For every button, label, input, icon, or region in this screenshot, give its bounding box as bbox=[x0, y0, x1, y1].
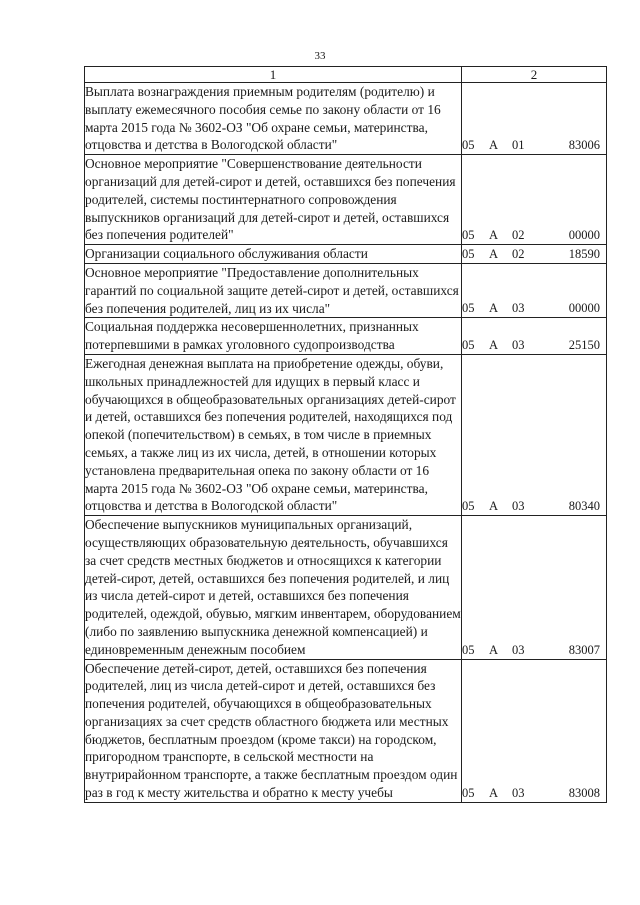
code-subprogram: А bbox=[489, 228, 499, 243]
code-program: 05 bbox=[462, 138, 475, 153]
row-code bbox=[462, 659, 607, 802]
code-subprogram: А bbox=[489, 642, 499, 657]
description-text: Обеспечение выпускников муниципальных организаций, осуществляющих образовательную деятельность, обучавшихся за счет средств местных бюджетов и относящихся к категории детей-сирот, детей, оставшихся без попечения родителей, и лиц из числа детей-сирот и детей, оставшихся без попечения родителей, одеждой, обувью, мягким инвентарем, оборудованием (либо по заявлению выпускника денежной компенсацией) и единовременным денежным пособием bbox=[85, 517, 461, 657]
code-event: 03 bbox=[512, 785, 525, 800]
code-direction: 00000 bbox=[568, 228, 600, 243]
code-direction: 83007 bbox=[568, 642, 600, 657]
row-description bbox=[85, 245, 462, 264]
code-direction: 25150 bbox=[568, 337, 600, 352]
code-subprogram: А bbox=[489, 246, 499, 261]
row-description bbox=[85, 318, 462, 355]
description-text: Организации социального обслуживания области bbox=[85, 246, 368, 262]
row-description bbox=[85, 354, 462, 515]
code-event: 03 bbox=[512, 337, 525, 352]
code-event: 01 bbox=[512, 138, 525, 153]
code-program: 05 bbox=[462, 228, 475, 243]
row-code bbox=[462, 318, 607, 355]
description-text: Основное мероприятие "Предоставление дополнительных гарантий по социальной защите детей-сирот и детей, оставшихся без попечения родителей, лиц из их числа" bbox=[85, 264, 459, 316]
row-description bbox=[85, 155, 462, 245]
table-row bbox=[85, 83, 607, 155]
row-description bbox=[85, 263, 462, 317]
table-row bbox=[85, 318, 607, 355]
table-row bbox=[85, 263, 607, 317]
description-text: Основное мероприятие "Совершенствование деятельности организаций для детей-сирот и детей, оставшихся без попечения родителей, системы постинтернатного сопровождения выпускников организаций для детей-сирот и детей, оставшихся без попечения родителей" bbox=[85, 156, 456, 243]
row-description bbox=[85, 516, 462, 659]
description-text: Выплата вознаграждения приемным родителям (родителю) и выплату ежемесячного пособия семье по закону области от 16 марта 2015 года № 3602-ОЗ "Об охране семьи, материнства, отцовства и детства в Вологодской области" bbox=[85, 84, 441, 153]
row-description bbox=[85, 83, 462, 155]
code-program: 05 bbox=[462, 785, 475, 800]
code-program: 05 bbox=[462, 337, 475, 352]
description-text: Социальная поддержка несовершеннолетних, признанных потерпевшими в рамках уголовного судопроизводства bbox=[85, 319, 419, 353]
code-program: 05 bbox=[462, 642, 475, 657]
table-header-row bbox=[85, 67, 607, 83]
table-row bbox=[85, 516, 607, 659]
row-code bbox=[462, 263, 607, 317]
table-row bbox=[85, 245, 607, 264]
code-program: 05 bbox=[462, 499, 475, 514]
row-code bbox=[462, 245, 607, 264]
page-number: 33 bbox=[314, 50, 326, 62]
table-row bbox=[85, 659, 607, 802]
code-subprogram: А bbox=[489, 785, 499, 800]
code-subprogram: А bbox=[489, 301, 499, 316]
code-direction: 83008 bbox=[568, 785, 600, 800]
row-code bbox=[462, 155, 607, 245]
code-subprogram: А bbox=[489, 337, 499, 352]
code-event: 03 bbox=[512, 642, 525, 657]
code-program: 05 bbox=[462, 246, 475, 261]
code-direction: 83006 bbox=[568, 138, 600, 153]
row-code bbox=[462, 516, 607, 659]
row-code bbox=[462, 354, 607, 515]
code-program: 05 bbox=[462, 301, 475, 316]
code-direction: 00000 bbox=[568, 301, 600, 316]
budget-classification-table bbox=[84, 66, 607, 803]
code-direction: 18590 bbox=[568, 246, 600, 261]
code-event: 02 bbox=[512, 228, 525, 243]
code-event: 03 bbox=[512, 499, 525, 514]
table-row bbox=[85, 155, 607, 245]
code-subprogram: А bbox=[489, 499, 499, 514]
column-header-description: 1 bbox=[85, 67, 462, 83]
table-row bbox=[85, 354, 607, 515]
code-direction: 80340 bbox=[568, 499, 600, 514]
description-text: Ежегодная денежная выплата на приобретение одежды, обуви, школьных принадлежностей для идущих в первый класс и обучающихся в общеобразовательных организациях детей-сирот и детей, оставшихся без попечения родителей, находящихся под опекой (попечительством) в семьях, в том числе в приемных семьях, а также лиц из их числа, детей, в отношении которых установлена предварительная опека по закону области от 16 марта 2015 года № 3602-ОЗ "Об охране семьи, материнства, отцовства и детства в Вологодской области" bbox=[85, 355, 456, 514]
code-subprogram: А bbox=[489, 138, 499, 153]
row-description bbox=[85, 659, 462, 802]
code-event: 03 bbox=[512, 301, 525, 316]
code-event: 02 bbox=[512, 246, 525, 261]
description-text: Обеспечение детей-сирот, детей, оставшихся без попечения родителей, лиц из числа детей-сирот и детей, оставшихся без попечения родителей, обучающихся в общеобразовательных организациях за счет средств областного бюджета или местных бюджетов, бесплатным проездом (кроме такси) на городском, пригородном транспорте, в сельской местности на внутрирайонном транспорте, а также бесплатным проездом один раз в год к месту жительства и обратно к месту учебы bbox=[85, 660, 458, 801]
column-header-code: 2 bbox=[462, 67, 607, 83]
row-code bbox=[462, 83, 607, 155]
